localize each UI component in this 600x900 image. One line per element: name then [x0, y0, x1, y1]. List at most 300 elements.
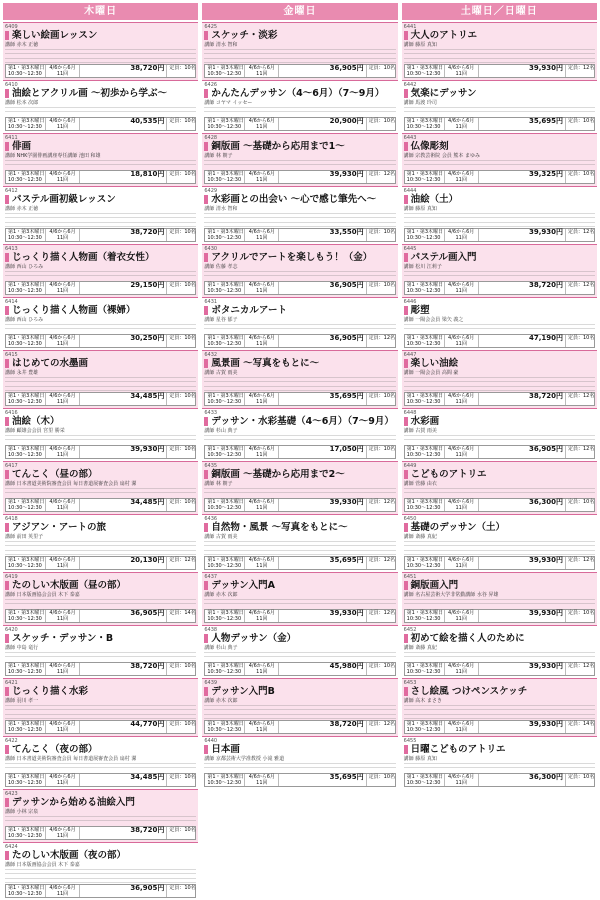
course-description — [5, 488, 196, 497]
schedule-dates: 4/6から6月 11回 — [46, 663, 80, 675]
course-number: 6450 — [403, 516, 417, 522]
course-capacity: 定員：10名 — [169, 229, 196, 235]
course-card — [402, 408, 597, 461]
course-capacity: 定員：12名 — [567, 229, 595, 235]
schedule-row — [204, 170, 395, 184]
course-fee: 39,930円 — [479, 65, 566, 77]
course-instructor: 講師 赤木 次郎 — [204, 592, 238, 598]
course-card — [202, 408, 397, 461]
weekend-course-list — [402, 22, 597, 789]
schedule-row — [5, 884, 196, 898]
course-instructor: 講師 コヤマ イッセー — [204, 100, 253, 106]
course-title: じっくり描く水彩 — [5, 686, 196, 697]
schedule-dates: 4/6から6月 11回 — [245, 229, 279, 241]
schedule-row — [5, 117, 196, 131]
course-instructor: 講師 高木 まさき — [403, 698, 442, 704]
course-description — [204, 488, 395, 497]
course-title: 大人のアトリエ — [404, 30, 595, 41]
course-fee: 39,930円 — [479, 229, 566, 241]
schedule-row — [404, 662, 595, 676]
schedule-dates: 4/6から6月 11回 — [46, 610, 80, 622]
schedule-row — [204, 662, 395, 676]
course-description — [5, 869, 196, 883]
course-capacity: 定員：10名 — [169, 65, 196, 71]
course-title: 自然物・風景 〜写真をもとに〜 — [204, 522, 395, 533]
course-card — [3, 186, 198, 244]
course-fee: 39,930円 — [279, 610, 366, 622]
course-instructor: 講師 中島 竜行 — [5, 645, 39, 651]
schedule-row — [404, 170, 595, 184]
course-capacity: 定員：10名 — [169, 827, 196, 833]
course-instructor: 講師 菅藤 由衣 — [403, 481, 437, 487]
course-instructor: 講師 一陽会会員 高間 豪 — [403, 370, 459, 376]
course-fee: 38,720円 — [80, 827, 167, 839]
course-description — [5, 763, 196, 772]
schedule-row — [404, 498, 595, 512]
course-instructor: 講師 日本版画協会会員 木下 泰嘉 — [5, 592, 80, 598]
course-capacity: 定員：14名 — [567, 721, 595, 727]
course-number: 6421 — [5, 680, 18, 686]
course-number: 6453 — [403, 680, 417, 686]
course-title: じっくり描く人物画（着衣女性） — [5, 252, 196, 263]
course-instructor: 講師 顧雄会会員 宮里 勝栄 — [5, 428, 65, 434]
course-instructor: 講師 佐藤 孝志 — [204, 264, 238, 270]
course-description — [204, 541, 395, 555]
schedule-dates: 4/6から6月 11回 — [445, 721, 479, 733]
course-card — [3, 297, 198, 350]
course-title: スケッチ・淡彩 — [204, 30, 395, 41]
course-number: 6448 — [403, 410, 417, 416]
schedule-row — [5, 556, 196, 570]
course-number: 6440 — [204, 738, 218, 744]
course-number: 6423 — [5, 791, 18, 797]
schedule-dates: 4/6から6月 11回 — [46, 499, 80, 511]
schedule-dates: 4/6から6月 11回 — [245, 721, 279, 733]
course-fee: 36,905円 — [80, 610, 167, 622]
course-capacity: 定員：12名 — [368, 610, 396, 616]
schedule-dates: 4/6から6月 11回 — [445, 663, 479, 675]
schedule-day: 第1・第3木曜日 10:30〜12:30 — [406, 282, 444, 294]
schedule-row — [404, 720, 595, 734]
course-description — [404, 488, 595, 497]
course-card — [3, 350, 198, 408]
course-fee: 36,905円 — [279, 282, 366, 294]
course-number: 6442 — [403, 82, 417, 88]
course-title: 仏像彫刻 — [404, 141, 595, 152]
course-fee: 47,190円 — [479, 335, 566, 347]
course-capacity: 定員：12名 — [169, 557, 196, 563]
course-instructor: 講師 京都芸術大学准教授 小滝 雅道 — [204, 756, 285, 762]
course-title: パステル画初級レッスン — [5, 194, 196, 205]
course-instructor: 講師 松本 次郎 — [5, 100, 39, 106]
course-instructor: 講師 赤木 次郎 — [204, 698, 238, 704]
schedule-dates: 4/6から6月 11回 — [46, 229, 80, 241]
course-fee: 30,250円 — [80, 335, 167, 347]
course-title: 基礎のデッサン（土） — [404, 522, 595, 533]
course-title: 彫塑 — [404, 305, 595, 316]
schedule-day: 第1・第3木曜日 10:30〜12:30 — [8, 827, 45, 839]
schedule-row — [404, 64, 595, 78]
course-instructor: 講師 赤木 正徳 — [5, 206, 39, 212]
schedule-day: 第1・第3木曜日 10:30〜12:30 — [8, 885, 45, 897]
course-number: 6420 — [5, 627, 18, 633]
course-capacity: 定員：12名 — [368, 557, 396, 563]
course-description — [404, 541, 595, 555]
course-card — [202, 461, 397, 514]
course-capacity: 定員：10名 — [169, 282, 196, 288]
schedule-row — [5, 334, 196, 348]
course-card — [202, 572, 397, 625]
course-capacity: 定員：10名 — [169, 335, 196, 341]
course-card — [202, 244, 397, 297]
course-number: 6449 — [403, 463, 417, 469]
course-capacity: 定員：10名 — [169, 171, 196, 177]
schedule-dates: 4/6から6月 11回 — [46, 118, 80, 130]
course-description — [5, 324, 196, 333]
course-description — [5, 213, 196, 227]
course-capacity: 定員：12名 — [368, 499, 396, 505]
schedule-day: 第1・第3木曜日 10:30〜12:30 — [207, 557, 244, 569]
course-title: じっくり描く人物画（裸婦） — [5, 305, 196, 316]
course-instructor: 講師 清水 智和 — [204, 206, 238, 212]
course-title: てんこく（昼の部） — [5, 469, 196, 480]
course-fee: 35,695円 — [279, 557, 366, 569]
schedule-day: 第1・第3木曜日 10:30〜12:30 — [406, 65, 444, 77]
schedule-row — [204, 720, 395, 734]
course-number: 6424 — [5, 844, 18, 850]
schedule-dates: 4/6から6月 11回 — [46, 65, 80, 77]
schedule-day: 第1・第3木曜日 10:30〜12:30 — [207, 335, 244, 347]
schedule-day: 第1・第3木曜日 10:30〜12:30 — [207, 282, 244, 294]
course-instructor: 講師 清水 智和 — [204, 42, 238, 48]
schedule-dates: 4/6から6月 11回 — [46, 721, 80, 733]
schedule-row — [5, 445, 196, 459]
course-number: 6411 — [5, 135, 18, 141]
course-number: 6413 — [5, 246, 18, 252]
schedule-row — [5, 281, 196, 295]
course-description — [404, 49, 595, 63]
course-description — [204, 324, 395, 333]
schedule-day: 第1・第3木曜日 10:30〜12:30 — [406, 171, 444, 183]
course-fee: 38,720円 — [279, 721, 366, 733]
schedule-dates: 4/6から6月 11回 — [445, 171, 479, 183]
course-description — [204, 599, 395, 608]
course-fee: 17,050円 — [279, 446, 366, 458]
schedule-dates: 4/6から6月 11回 — [46, 774, 80, 786]
course-card — [402, 133, 597, 186]
course-description — [204, 652, 395, 661]
schedule-day: 第1・第3木曜日 10:30〜12:30 — [8, 721, 45, 733]
course-card — [402, 22, 597, 80]
schedule-row — [204, 334, 395, 348]
schedule-day: 第1・第3木曜日 10:30〜12:30 — [406, 557, 444, 569]
schedule-day: 第1・第3木曜日 10:30〜12:30 — [406, 663, 444, 675]
course-number: 6443 — [403, 135, 417, 141]
course-capacity: 定員：10名 — [169, 118, 196, 124]
course-title: 銅版画 〜基礎から応用まで2〜 — [204, 469, 395, 480]
course-card — [202, 80, 397, 133]
course-card — [202, 514, 397, 572]
course-instructor: 講師 古賀 雨美 — [403, 428, 437, 434]
schedule-day: 第1・第3木曜日 10:30〜12:30 — [207, 446, 244, 458]
schedule-day: 第1・第3木曜日 10:30〜12:30 — [406, 774, 444, 786]
course-fee: 40,535円 — [80, 118, 167, 130]
course-fee: 36,300円 — [479, 774, 566, 786]
course-card — [3, 408, 198, 461]
course-title: 日曜こどものアトリエ — [404, 744, 595, 755]
course-number: 6415 — [5, 352, 18, 358]
schedule-day: 第1・第3木曜日 10:30〜12:30 — [207, 118, 244, 130]
course-fee: 39,930円 — [479, 610, 566, 622]
course-card — [202, 736, 397, 789]
course-fee: 44,770円 — [80, 721, 167, 733]
course-fee: 45,980円 — [279, 663, 366, 675]
course-fee: 34,485円 — [80, 393, 167, 405]
course-title: スケッチ・デッサン・B — [5, 633, 196, 644]
schedule-day: 第1・第3木曜日 10:30〜12:30 — [406, 610, 444, 622]
course-capacity: 定員：10名 — [567, 335, 595, 341]
schedule-dates: 4/6から6月 11回 — [245, 171, 279, 183]
schedule-row — [5, 662, 196, 676]
schedule-dates: 4/6から6月 11回 — [46, 885, 80, 897]
course-instructor: 講師 林 朝子 — [204, 153, 233, 159]
thursday-column — [3, 3, 198, 897]
course-instructor: 講師 藤原 真知 — [403, 42, 437, 48]
schedule-day: 第1・第3木曜日 10:30〜12:30 — [406, 499, 444, 511]
course-title: 風景画 〜写真をもとに〜 — [204, 358, 395, 369]
course-capacity: 定員：10名 — [368, 118, 396, 124]
course-title: たのしい木版画（昼の部） — [5, 580, 196, 591]
course-title: 油絵（土） — [404, 194, 595, 205]
schedule-dates: 4/6から6月 11回 — [245, 557, 279, 569]
course-number: 6410 — [5, 82, 18, 88]
course-capacity: 定員：12名 — [368, 171, 396, 177]
course-card — [402, 80, 597, 133]
course-number: 6432 — [204, 352, 218, 358]
course-title: パステル画入門 — [404, 252, 595, 263]
course-card — [3, 514, 198, 572]
schedule-row — [5, 392, 196, 406]
schedule-row — [5, 228, 196, 242]
course-description — [404, 213, 595, 227]
course-instructor: 講師 赤木 正徳 — [5, 42, 39, 48]
schedule-day: 第1・第3木曜日 10:30〜12:30 — [207, 229, 244, 241]
course-title: デッサンから始める油絵入門 — [5, 797, 196, 808]
course-title: 日本画 — [204, 744, 395, 755]
course-card — [3, 678, 198, 736]
schedule-day: 第1・第3木曜日 10:30〜12:30 — [8, 663, 45, 675]
schedule-row — [204, 117, 395, 131]
schedule-day: 第1・第3木曜日 10:30〜12:30 — [207, 774, 244, 786]
course-fee: 20,130円 — [80, 557, 167, 569]
schedule-dates: 4/6から6月 11回 — [245, 65, 279, 77]
course-fee: 36,905円 — [80, 885, 167, 897]
course-description — [5, 652, 196, 661]
course-card — [3, 80, 198, 133]
schedule-dates: 4/6から6月 11回 — [245, 446, 279, 458]
schedule-dates: 4/6から6月 11回 — [46, 335, 80, 347]
friday-column — [202, 3, 397, 849]
course-capacity: 定員：10名 — [567, 171, 595, 177]
course-description — [404, 599, 595, 608]
course-capacity: 定員：10名 — [567, 774, 595, 780]
course-number: 6445 — [403, 246, 417, 252]
course-title: こどものアトリエ — [404, 469, 595, 480]
schedule-row — [5, 609, 196, 623]
course-number: 6429 — [204, 188, 218, 194]
course-title: デッサン・水彩基礎（4〜6月）（7〜9月） — [204, 416, 395, 427]
schedule-dates: 4/6から6月 11回 — [445, 446, 479, 458]
course-instructor: 講師 馬渡 玲司 — [403, 100, 437, 106]
schedule-row — [404, 392, 595, 406]
course-description — [404, 652, 595, 661]
course-number: 6436 — [204, 516, 218, 522]
course-capacity: 定員：12名 — [368, 335, 396, 341]
course-description — [404, 271, 595, 280]
schedule-day: 第1・第3木曜日 10:30〜12:30 — [207, 171, 244, 183]
schedule-dates: 4/6から6月 11回 — [46, 446, 80, 458]
course-capacity: 定員：12名 — [567, 282, 595, 288]
schedule-dates: 4/6から6月 11回 — [245, 335, 279, 347]
schedule-row — [204, 281, 395, 295]
course-title: さし絵風 つけペンスケッチ — [404, 686, 595, 697]
thursday-header: 木曜日 — [3, 3, 198, 20]
course-capacity: 定員：12名 — [567, 65, 595, 71]
course-number: 6430 — [204, 246, 218, 252]
course-card — [402, 736, 597, 789]
course-card — [3, 842, 198, 900]
course-number: 6452 — [403, 627, 417, 633]
course-card — [202, 678, 397, 736]
course-description — [204, 213, 395, 227]
course-card — [202, 22, 397, 80]
friday-header: 金曜日 — [202, 3, 397, 20]
course-description — [404, 107, 595, 116]
course-description — [204, 763, 395, 772]
schedule-day: 第1・第3木曜日 10:30〜12:30 — [8, 335, 45, 347]
course-number: 6418 — [5, 516, 18, 522]
course-card — [3, 625, 198, 678]
course-instructor: 講師 斎藤 真紀 — [403, 534, 437, 540]
course-fee: 36,905円 — [279, 65, 366, 77]
course-title: 楽しい絵画レッスン — [5, 30, 196, 41]
course-instructor: 講師 藤原 真知 — [403, 206, 437, 212]
course-description — [5, 541, 196, 555]
schedule-row — [404, 281, 595, 295]
course-fee: 36,300円 — [479, 499, 566, 511]
course-instructor: 講師 NHK学園俳画講座専任講師 池田 和雄 — [5, 153, 101, 159]
schedule-dates: 4/6から6月 11回 — [46, 282, 80, 294]
course-instructor: 講師 宗教芸術院 会員 熊本 まゆみ — [403, 153, 481, 159]
course-fee: 39,930円 — [479, 663, 566, 675]
schedule-row — [5, 64, 196, 78]
course-description — [204, 271, 395, 280]
course-fee: 33,550円 — [279, 229, 366, 241]
schedule-day: 第1・第3木曜日 10:30〜12:30 — [406, 118, 444, 130]
course-fee: 39,930円 — [279, 499, 366, 511]
schedule-dates: 4/6から6月 11回 — [445, 557, 479, 569]
course-fee: 36,905円 — [479, 446, 566, 458]
course-fee: 38,720円 — [479, 282, 566, 294]
schedule-day: 第1・第3木曜日 10:30〜12:30 — [8, 393, 45, 405]
course-description — [204, 107, 395, 116]
schedule-row — [204, 392, 395, 406]
course-number: 6425 — [204, 24, 218, 30]
course-instructor: 講師 藤原 真知 — [403, 756, 437, 762]
course-card — [402, 297, 597, 350]
course-title: 俳画 — [5, 141, 196, 152]
course-title: かんたんデッサン（4〜6月）（7〜9月） — [204, 88, 395, 99]
schedule-day: 第1・第3木曜日 10:30〜12:30 — [8, 229, 45, 241]
course-capacity: 定員：10名 — [169, 499, 196, 505]
course-title: 水彩画との出会い 〜心で感じ筆先へ〜 — [204, 194, 395, 205]
course-card — [3, 789, 198, 842]
course-title: 水彩画 — [404, 416, 595, 427]
schedule-dates: 4/6から6月 11回 — [46, 171, 80, 183]
course-capacity: 定員：10名 — [368, 393, 396, 399]
course-title: はじめての水墨画 — [5, 358, 196, 369]
course-card — [402, 244, 597, 297]
course-capacity: 定員：12名 — [567, 446, 595, 452]
course-instructor: 講師 日本書道美術院審査会員 毎日書道展審査会員 扇村 潔 — [5, 481, 137, 487]
schedule-day: 第1・第3木曜日 10:30〜12:30 — [207, 65, 244, 77]
schedule-row — [404, 334, 595, 348]
course-description — [404, 435, 595, 444]
course-number: 6422 — [5, 738, 18, 744]
course-instructor: 講師 永井 豊雄 — [5, 370, 39, 376]
course-fee: 39,930円 — [279, 171, 366, 183]
schedule-dates: 4/6から6月 11回 — [445, 65, 479, 77]
schedule-row — [5, 826, 196, 840]
schedule-row — [204, 445, 395, 459]
course-description — [5, 107, 196, 116]
course-title: アジアン・アートの旅 — [5, 522, 196, 533]
schedule-dates: 4/6から6月 11回 — [445, 229, 479, 241]
course-description — [5, 816, 196, 825]
course-number: 6455 — [403, 738, 417, 744]
course-number: 6447 — [403, 352, 417, 358]
schedule-dates: 4/6から6月 11回 — [245, 499, 279, 511]
schedule-day: 第1・第3木曜日 10:30〜12:30 — [406, 393, 444, 405]
course-title: デッサン入門B — [204, 686, 395, 697]
course-card — [3, 244, 198, 297]
course-capacity: 定員：14名 — [169, 610, 196, 616]
course-title: 初めて絵を描く人のために — [404, 633, 595, 644]
schedule-day: 第1・第3木曜日 10:30〜12:30 — [8, 774, 45, 786]
course-instructor: 講師 杉山 典子 — [204, 645, 238, 651]
schedule-row — [404, 445, 595, 459]
schedule-row — [404, 556, 595, 570]
course-instructor: 講師 日本版画協会会員 木下 泰嘉 — [5, 862, 80, 868]
weekend-header: 土曜日／日曜日 — [402, 3, 597, 20]
course-capacity: 定員：10名 — [169, 774, 196, 780]
course-capacity: 定員：12名 — [368, 721, 396, 727]
course-title: 人物デッサン（金） — [204, 633, 395, 644]
course-description — [5, 271, 196, 280]
course-number: 6426 — [204, 82, 218, 88]
course-card — [402, 186, 597, 244]
schedule-dates: 4/6から6月 11回 — [445, 610, 479, 622]
course-title: 銅版画 〜基礎から応用まで1〜 — [204, 141, 395, 152]
schedule-dates: 4/6から6月 11回 — [46, 393, 80, 405]
course-title: 銅版画入門 — [404, 580, 595, 591]
schedule-dates: 4/6から6月 11回 — [445, 335, 479, 347]
course-number: 6441 — [403, 24, 417, 30]
course-fee: 38,720円 — [80, 65, 167, 77]
schedule-dates: 4/6から6月 11回 — [445, 499, 479, 511]
schedule-day: 第1・第3木曜日 10:30〜12:30 — [406, 229, 444, 241]
schedule-dates: 4/6から6月 11回 — [445, 282, 479, 294]
